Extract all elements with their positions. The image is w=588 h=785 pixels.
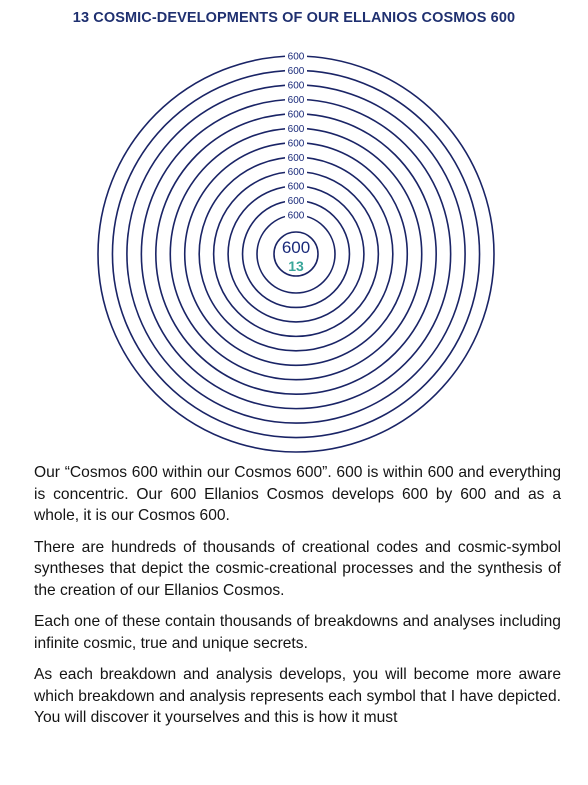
ring-label-5: 600: [287, 109, 305, 121]
ring-label-3: 600: [287, 80, 305, 92]
paragraph-2: There are hundreds of thousands of creational codes and cosmic-symbol syntheses that depict the cosmic-creational processes and the synthesis of the creation of our Ellanios Cosmos.: [34, 538, 561, 599]
paragraph-1: Our “Cosmos 600 within our Cosmos 600”. 600 is within 600 and everything is concentric. Our 600 Ellanios Cosmos develops 600 by 600 and as a whole, it is our Cosmos 600.: [34, 464, 561, 524]
ring-label-7: 600: [287, 138, 305, 150]
paragraph-4: As each breakdown and analysis develops, you will become more aware which breakdown and analysis represents each symbol that I have depicted. You will discover it yourselves and this is how it must: [34, 666, 561, 726]
center-number: 13: [288, 258, 304, 274]
ring-label-8: 600: [287, 152, 305, 164]
page-title: 13 COSMIC-DEVELOPMENTS OF OUR ELLANIOS COSMOS 600: [72, 10, 516, 26]
body-text: [34, 462, 561, 739]
center-label: 600: [281, 238, 311, 257]
ring-label-11: 600: [287, 196, 305, 208]
ring-label-4: 600: [287, 94, 305, 106]
ring-label-10: 600: [287, 181, 305, 193]
ring-label-6: 600: [287, 123, 305, 135]
ring-label-2: 600: [287, 66, 305, 78]
ring-label-1: 600: [287, 51, 305, 63]
ring-label-9: 600: [287, 167, 305, 179]
paragraph-3: Each one of these contain thousands of breakdowns and analyses including infinite cosmic, true and unique secrets.: [34, 613, 561, 652]
ring-label-12: 600: [287, 210, 305, 222]
